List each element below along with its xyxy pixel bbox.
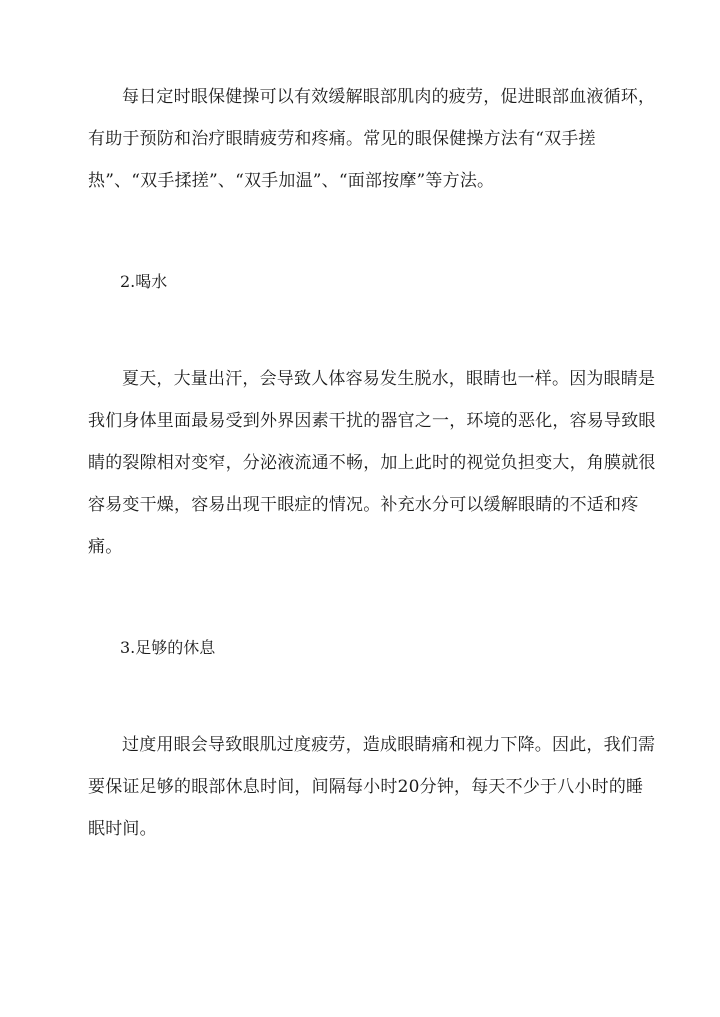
paragraph-eye-exercises: 每日定时眼保健操可以有效缓解眼部肌肉的疲劳，促进眼部血液循环，有助于预防和治疗眼睛疲劳和疼痛。常见的眼保健操方法有“双手搓热”、“双手揉搓”、“双手加温”、“面部按摩”等方法。 (88, 87, 656, 191)
section-heading-enough-rest: 3.足够的休息 (120, 638, 216, 657)
paragraph-drink-water: 夏天，大量出汗，会导致人体容易发生脱水，眼睛也一样。因为眼睛是我们身体里面最易受到外界因素干扰的器官之一，环境的恶化，容易导致眼睛的裂隙相对变窄，分泌液流通不畅，加上此时的视觉负担变大，角膜就很容易变干燥，容易出现干眼症的情况。补充水分可以缓解眼睛的不适和疼痛。 (88, 369, 656, 557)
section-heading-drink-water: 2.喝水 (120, 272, 168, 291)
paragraph-enough-rest: 过度用眼会导致眼肌过度疲劳，造成眼睛痛和视力下降。因此，我们需要保证足够的眼部休息时间，间隔每小时20分钟，每天不少于八小时的睡眠时间。 (88, 735, 656, 839)
